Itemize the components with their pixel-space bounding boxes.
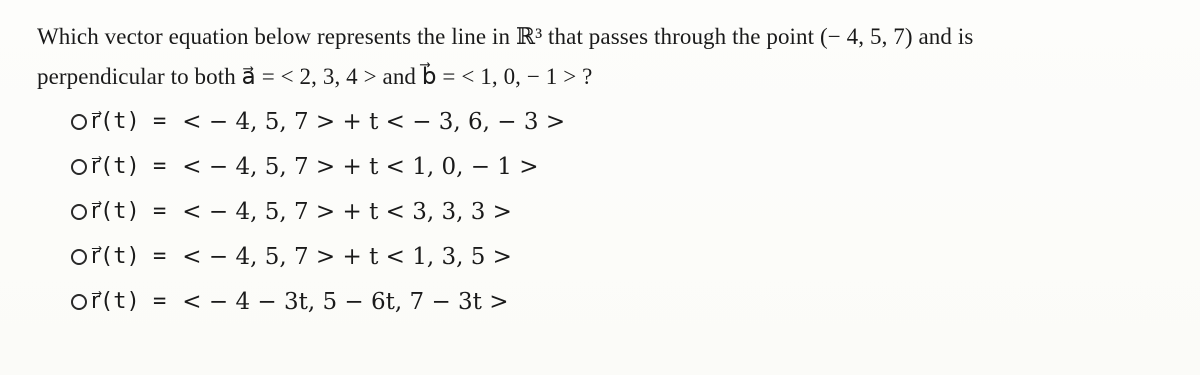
option-5[interactable] [71, 284, 565, 319]
option-expression: < − 4, 5, 7 > + t < 1, 0, − 1 > [182, 153, 539, 180]
option-expression: < − 4, 5, 7 > + t < 1, 3, 5 > [182, 243, 512, 270]
radio-button[interactable] [71, 159, 87, 175]
radio-button[interactable] [71, 204, 87, 220]
option-lhs: r⃗(t) = [91, 154, 167, 179]
option-expression: < − 4 − 3t, 5 − 6t, 7 − 3t > [182, 288, 509, 315]
radio-button[interactable] [71, 294, 87, 310]
radio-button[interactable] [71, 249, 87, 265]
answer-options [71, 104, 565, 329]
option-1[interactable] [71, 104, 565, 139]
option-lhs: r⃗(t) = [91, 244, 167, 269]
option-lhs: r⃗(t) = [91, 199, 167, 224]
option-2[interactable] [71, 149, 565, 184]
question-line-1: Which vector equation below represents the line in ℝ³ that passes through the point (− 4, 5, 7) and is [37, 24, 974, 49]
option-4[interactable] [71, 239, 565, 274]
radio-button[interactable] [71, 114, 87, 130]
question-text [37, 17, 1167, 97]
option-lhs: r⃗(t) = [91, 289, 167, 314]
option-expression: < − 4, 5, 7 > + t < − 3, 6, − 3 > [182, 108, 566, 135]
option-3[interactable] [71, 194, 565, 229]
option-lhs: r⃗(t) = [91, 109, 167, 134]
option-expression: < − 4, 5, 7 > + t < 3, 3, 3 > [182, 198, 512, 225]
question-line-2: perpendicular to both a⃗ = < 2, 3, 4 > and b⃗ = < 1, 0, − 1 > ? [37, 64, 593, 89]
